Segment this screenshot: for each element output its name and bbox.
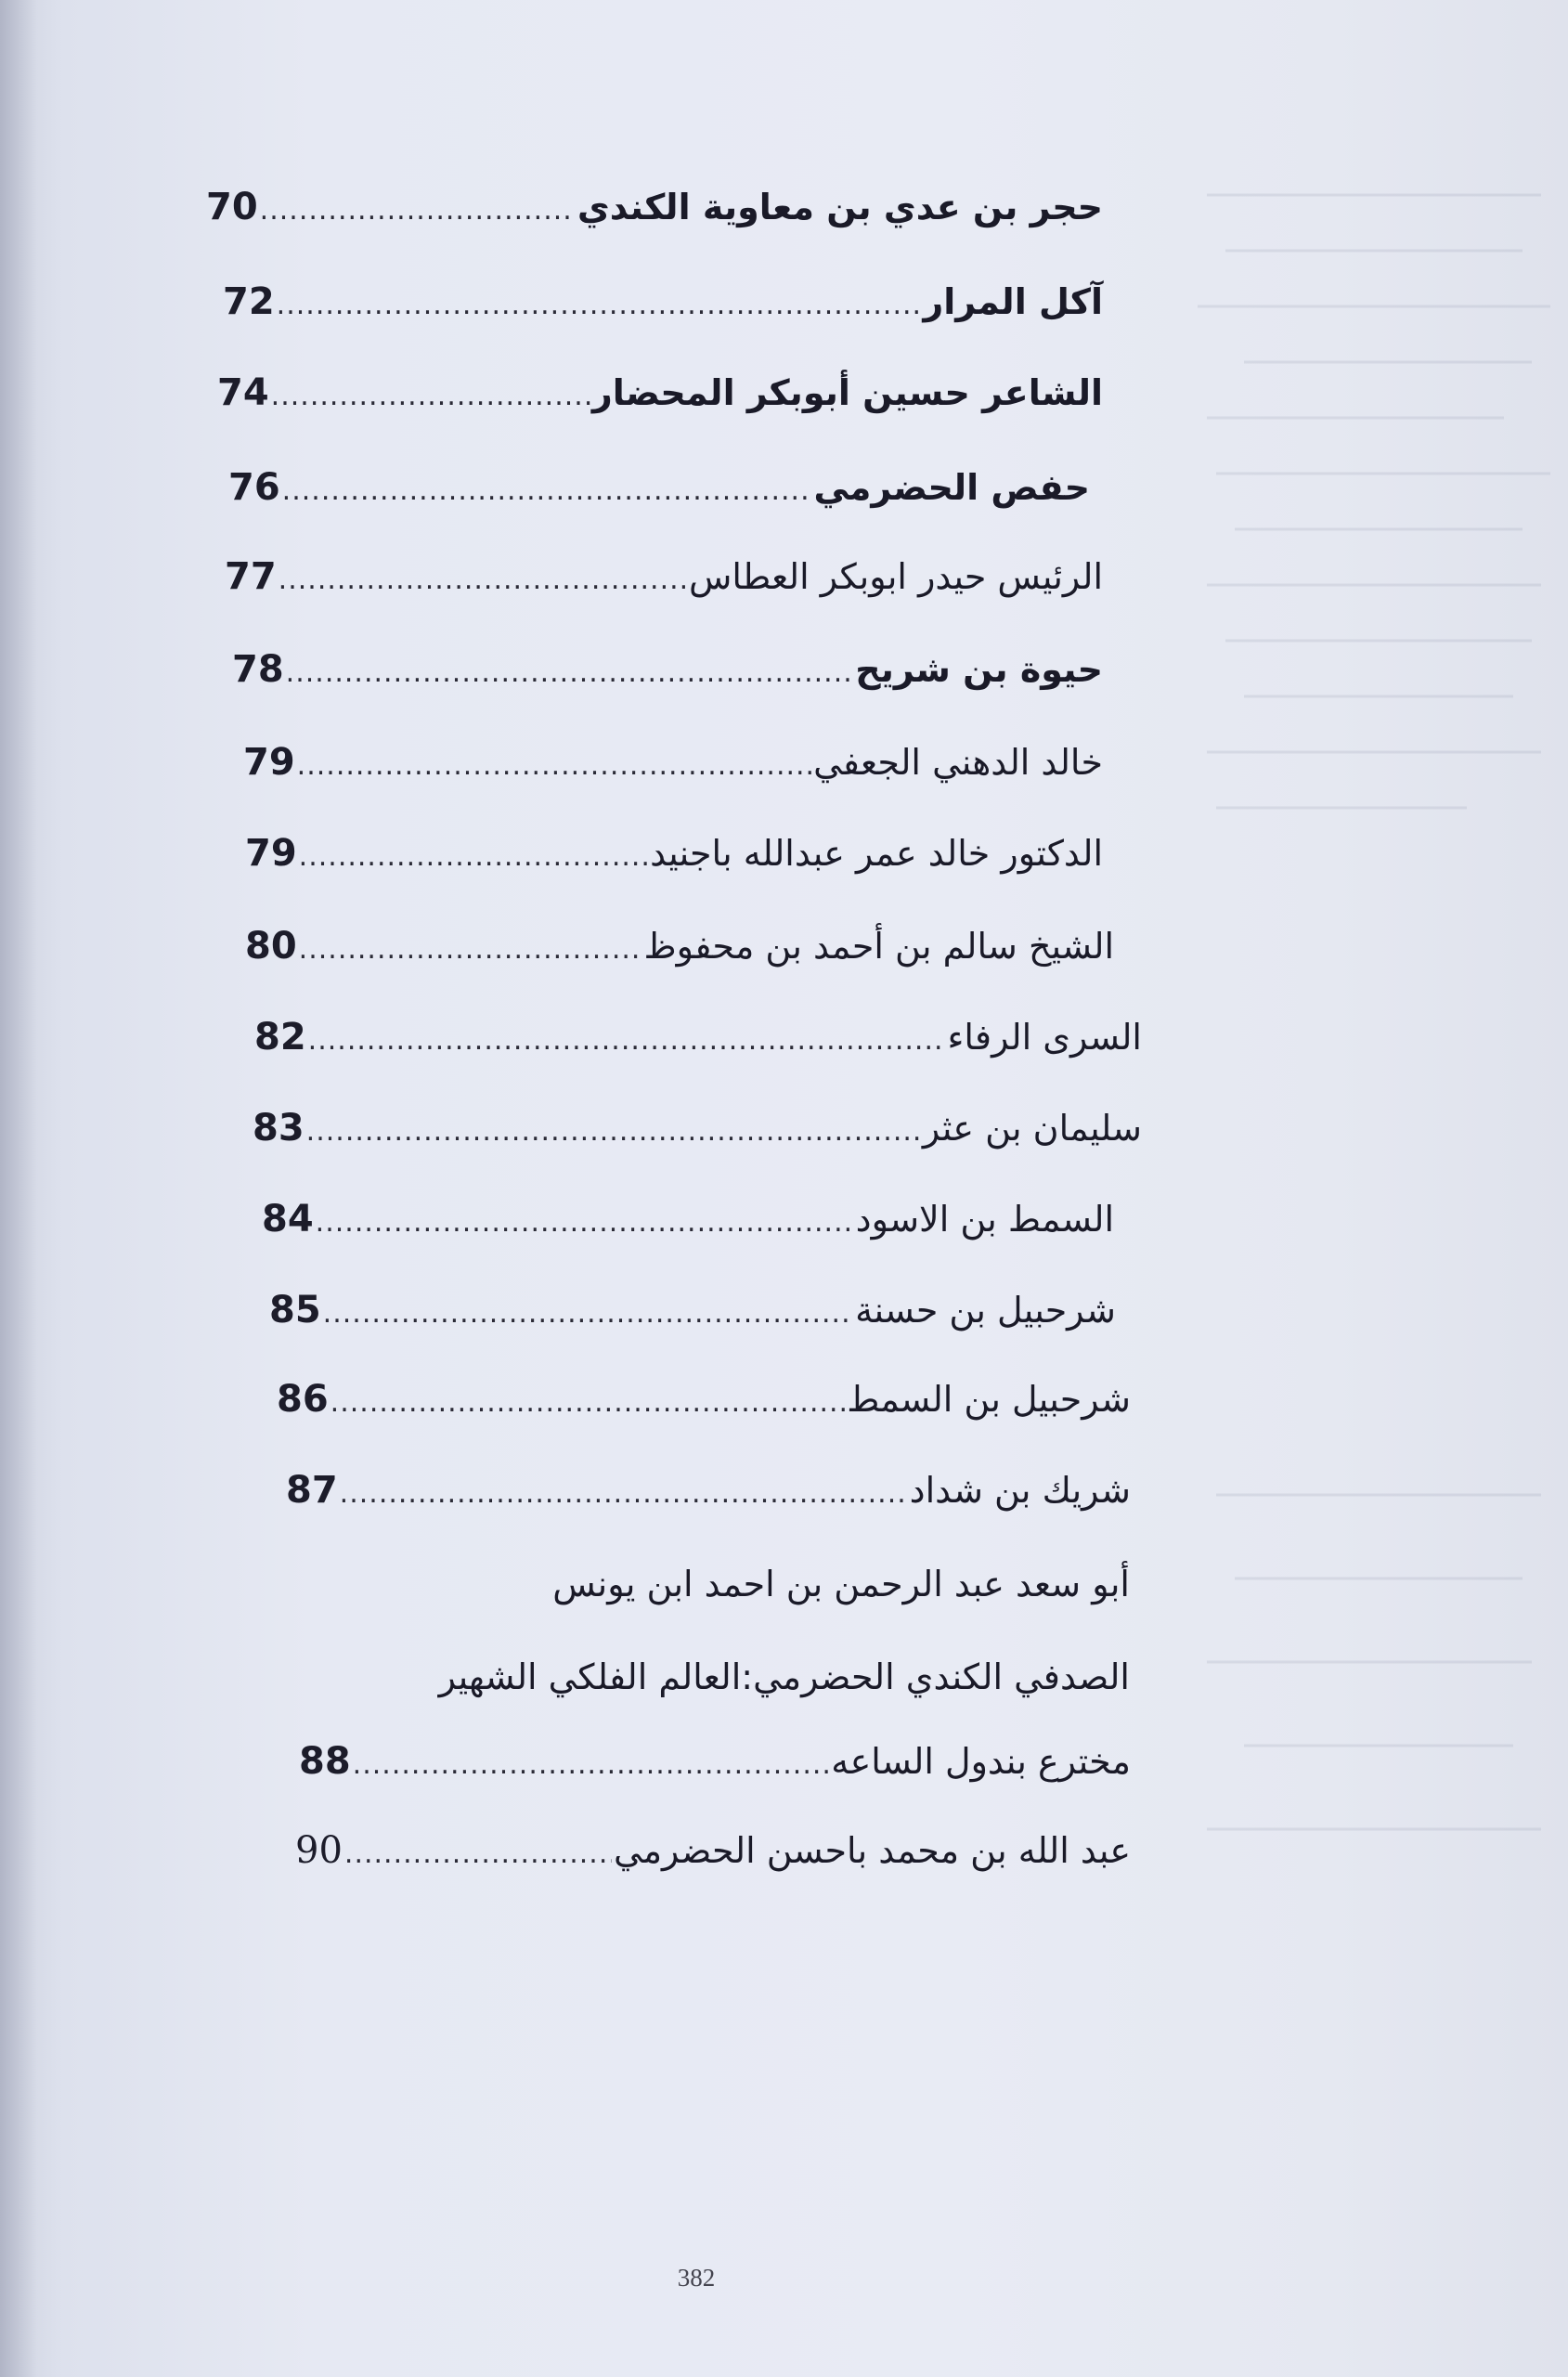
toc-page-number: 79 [245,832,297,875]
toc-leader-dots [299,840,648,873]
toc-page-number: 84 [262,1198,314,1240]
toc-page-number: 79 [243,741,295,784]
toc-page-number: 78 [232,648,284,691]
toc-leader-dots [282,474,812,507]
toc-page-number: 82 [254,1016,306,1059]
toc-entry [228,466,1090,509]
toc-entry-title-line1: أبو سعد عبد الرحمن بن احمد ابن يونس [552,1564,1130,1604]
toc-leader-dots [260,194,576,227]
toc-entry [232,648,1103,691]
toc-page-number: 80 [245,925,297,968]
toc-entry [206,186,1103,228]
toc-page-number: 85 [269,1289,321,1331]
toc-entry-title: آكل المرار [923,281,1103,322]
toc-entry-title: حجر بن عدي بن معاوية الكندي [577,187,1103,227]
toc-entry [223,280,1103,323]
toc-entry [262,1198,1114,1240]
toc-entry [286,1469,1131,1512]
toc-entry [253,1107,1142,1150]
toc-leader-dots [277,289,922,321]
toc-page-number: 83 [253,1107,305,1150]
toc-entry-title: حفص الحضرمي [813,467,1090,508]
toc-page-number: 76 [228,466,280,509]
toc-leader-dots [306,1115,921,1148]
toc-entry-title: الشيخ سالم بن أحمد بن محفوظ [643,926,1114,967]
toc-entry-title: الرئيس حيدر ابوبكر العطاس [689,556,1103,597]
toc-leader-dots [286,656,854,689]
toc-entry-title: شرحبيل بن السمط [847,1379,1131,1420]
toc-entry [295,1829,1131,1872]
toc-entry-title: حيوة بن شريح [855,649,1103,690]
toc-leader-dots [271,380,590,412]
toc-leader-dots [344,1838,612,1870]
toc-page-number: 86 [277,1378,329,1421]
toc-page-number: 88 [299,1740,351,1783]
toc-entry [245,925,1114,968]
toc-page-number: 77 [225,555,277,598]
toc-leader-dots [323,1297,853,1330]
toc-page-number: 72 [223,280,275,323]
toc-entry [299,1740,1131,1783]
toc-entry-title-line2: الصدفي الكندي الحضرمي:العالم الفلكي الشهير [438,1656,1130,1697]
toc-entry-title: سليمان بن عثر [922,1108,1142,1149]
toc-page-number: 87 [286,1469,338,1512]
toc-entry [254,1016,1142,1059]
toc-leader-dots [330,1386,846,1419]
toc-entry [269,1289,1116,1331]
toc-entry-title: مخترع بندول الساعه [831,1741,1131,1782]
toc-entry-title: عبد الله بن محمد باحسن الحضرمي [614,1830,1131,1871]
toc-entry [243,741,1103,784]
toc-entry [277,1378,1131,1421]
toc-page-number: 90 [295,1829,343,1872]
toc-leader-dots [353,1748,830,1781]
toc-leader-dots [299,933,642,966]
toc-entry-title: السمط بن الاسود [855,1199,1114,1240]
toc-entry-title: السرى الرفاء [947,1017,1142,1058]
toc-entry-title: شرحبيل بن حسنة [855,1290,1116,1331]
toc-leader-dots [316,1206,854,1239]
page-number-footer: 382 [677,2264,716,2292]
toc-leader-dots [297,749,811,782]
toc-leader-dots [308,1024,946,1057]
toc-page-number: 70 [206,186,258,228]
toc-entry-title: الدكتور خالد عمر عبدالله باجنيد [650,833,1103,874]
toc-entry [217,371,1103,414]
toc-entry [225,555,1103,598]
toc-leader-dots [340,1477,908,1510]
toc-entry-title: الشاعر حسين أبوبكر المحضار [591,372,1103,413]
toc-entry-title: شريك بن شداد [909,1470,1131,1511]
toc-page-number: 74 [217,371,269,414]
toc-leader-dots [279,564,687,596]
toc-entry-title: خالد الدهني الجعفي [813,742,1103,783]
toc-entry [245,832,1103,875]
